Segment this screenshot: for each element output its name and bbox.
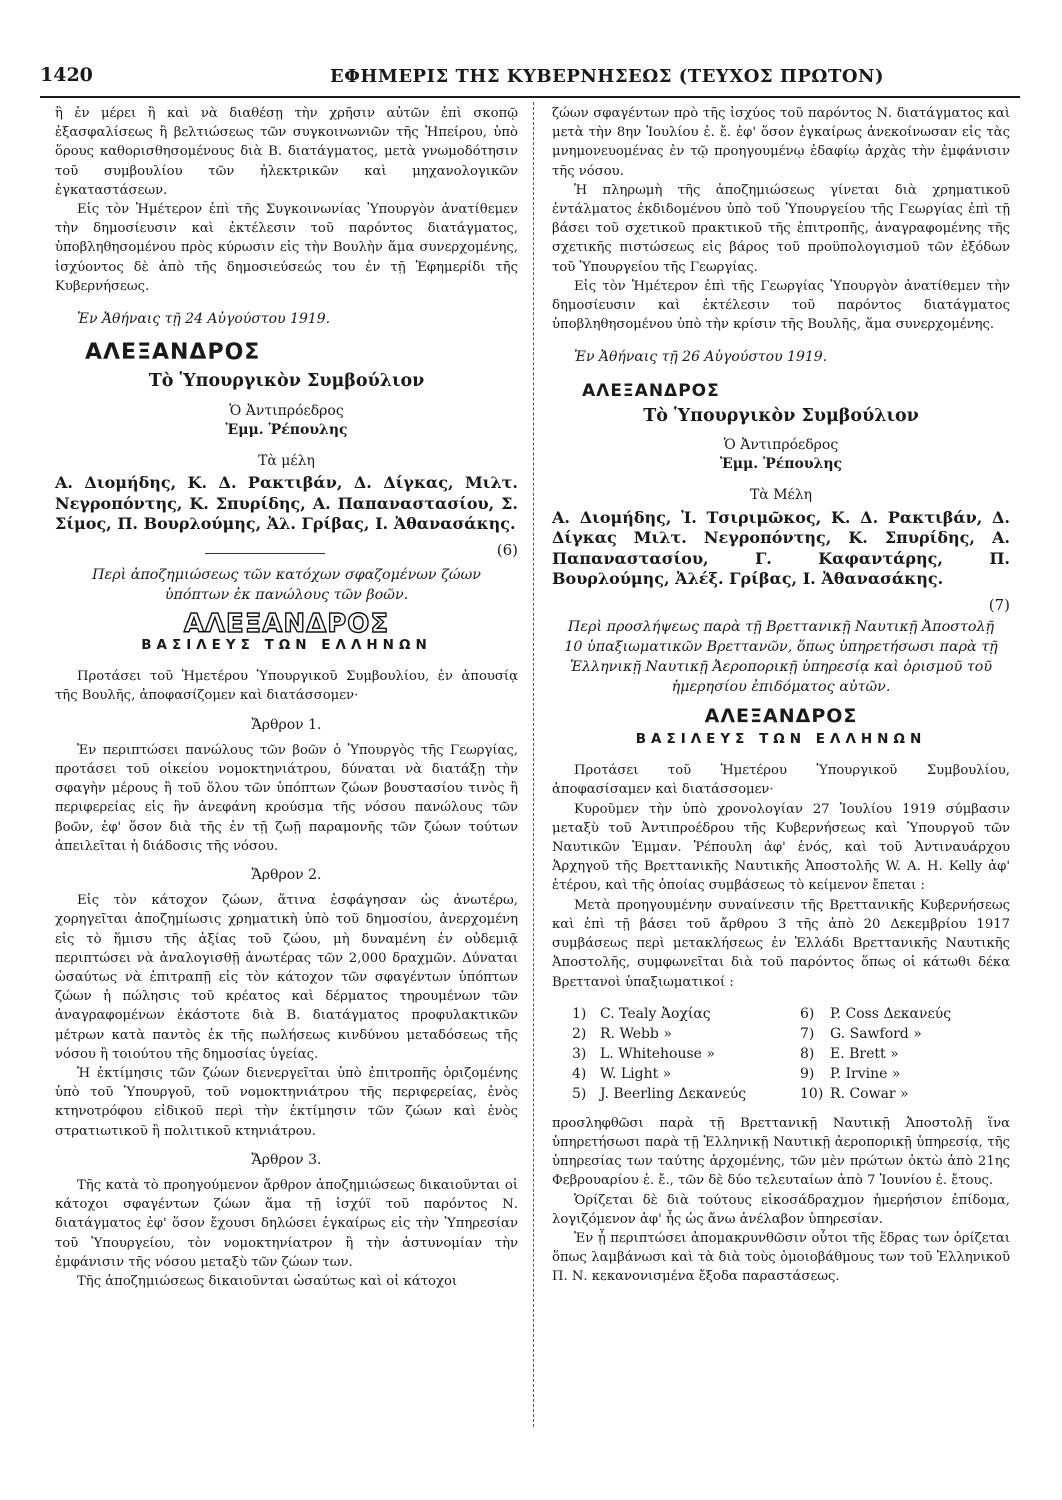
council-title: Τὸ Ὑπουργικὸν Συμβούλιον <box>148 371 425 392</box>
officer-number: 3) <box>572 1045 587 1062</box>
officer-name: G. Sawford » <box>830 1025 922 1042</box>
members-label: Τὰ μέλη <box>258 453 315 470</box>
closing-paragraph: Εἰς τὸν Ἡμέτερον ἐπὶ τῆς Συγκοινωνίας Ὑπουργὸν ἀνατίθεμεν τὴν δημοσίευσιν καὶ ἐκτέλεσιν τοῦ παρόντος διατάγματος, ὑποβληθησομένου πρὸς κύρωσιν εἰς τὴν Βουλὴν ἅμα συνερχομένης, ἰσχύοντος δὲ ἀπὸ τῆς δημοσιεύσεώς του ἐν τῇ Ἐφημερίδι τῆς Κυβερνήσεως. <box>55 202 518 294</box>
article-text: Τῆς κατὰ τὸ προηγούμενον ἄρθρον ἀποζημιώσεως δικαιοῦνται οἱ κάτοχοι σφαγέντων ζώων ἅμα τῇ ἰσχύϊ τοῦ παρόντος Ν. διατάγματος ἐφ' ὅσον ἔχουσι δηλώσει ἐγκαίρως εἰς τὴν Ὑπηρεσίαν τοῦ Ὑπουργείου, τὸν νομοκτηνίατρον ἢ τὴν ἀστυνομίαν τὴν ἐμφάνισιν τῆς νόσου μεταξὺ τῶν ζώων των. <box>55 1178 518 1270</box>
closing-paragraph: Εἰς τὸν Ἡμέτερον ἐπὶ τῆς Γεωργίας Ὑπουργὸν ἀνατίθεμεν τὴν δημοσίευσιν καὶ ἐκτέλεσιν τοῦ παρόντος διατάγματος ὑποβληθησομένου ὑπὸ τὴν κρίσιν τῆς Βουλῆς, ἅμα συνερχομένης. <box>552 278 1010 333</box>
members-list: Α. Διομήδης, Ἰ. Τσιριμῶκος, Κ. Δ. Ρακτιβάν, Δ. Δίγκας Μιλτ. Νεγροπόντης, Κ. Σπυρίδης, Α. Παπαναστασίου, Γ. Καφαντάρης, Π. Βουρλούμης, Ἀλέξ. Γρίβας, Ι. Ἀθανασάκης. <box>552 507 1010 589</box>
page-number: 1420 <box>40 64 93 86</box>
king-heading: ΑΛΕΞΑΝΔΡΟΣ <box>183 608 390 639</box>
officer-number: 10) <box>800 1085 824 1102</box>
officer-name: E. Brett » <box>830 1045 899 1062</box>
members-label: Τὰ Μέλη <box>749 487 813 504</box>
decree-text: Κυροῦμεν τὴν ὑπὸ χρονολογίαν 27 Ἰουλίου 1919 σύμβασιν μεταξὺ τοῦ Ἀντιπροέδρου τῆς Κυβερνήσεως καὶ Ὑπουργοῦ τῶν Ναυτικῶν Ἐμμαν. Ῥέπουλη ἀφ' ἑνός, καὶ τοῦ Ἀντιναυάρχου Ἀρχηγοῦ τῆς Βρεττανικῆς Ναυτικῆς Ἀποστολῆς W. A. H. Kelly ἀφ' ἑτέρου, καὶ τῆς ὁποίας συμβάσεως τὸ κείμενον ἔπεται : <box>552 801 1010 894</box>
vice-president-label: Ὁ Ἀντιπρόεδρος <box>723 437 839 454</box>
officer-name: R. Webb » <box>600 1025 672 1042</box>
decree-number: (7) <box>988 595 1010 614</box>
article-text: Ἐν περιπτώσει πανώλους τῶν βοῶν ὁ Ὑπουργὸς τῆς Γεωργίας, προτάσει τοῦ οἰκείου νομοκτηνιάτρου, δύναται νὰ διατάξῃ τὴν σφαγὴν μέρους ἢ τοῦ ὅλου τῶν ὑπόπτων ζώων βουστασίου τινὸς ἢ περιφερείας εἰς ἣν ἀνεφάνη κρούσμα τῆς νόσου πανώλους τῶν βοῶν, ἐφ' ὅσον διὰ τῆς ἐν τῇ ζωῇ παραμονῆς τῶν ζώων τούτων ἀπειλεῖται ἡ διάδοσις τῆς νόσου. <box>55 742 518 854</box>
right-column <box>552 104 1010 1287</box>
officer-name: C. Tealy Ἀοχίας <box>600 1005 711 1022</box>
decree-text: Ἡ πληρωμὴ τῆς ἀποζημιώσεως γίνεται διὰ χρηματικοῦ ἐντάλματος ἐκδιδομένου ὑπὸ τοῦ Ὑπουργείου τῆς Γεωργίας ἐπὶ τῇ βάσει τοῦ σχετικοῦ πρακτικοῦ τῆς ἐπιτροπῆς, ἀναγραφομένης τῆς σχετικῆς πιστώσεως εἰς βάρος τοῦ προϋπολογισμοῦ τῶν ἐξόδων τοῦ Ὑπουργείου τῆς Γεωργίας. <box>552 182 1010 275</box>
decree-text: ἢ ἐν μέρει ἢ καὶ νὰ διαθέσῃ τὴν χρῆσιν αὐτῶν ἐπὶ σκοπῷ ἐξασφαλίσεως ἢ βελτιώσεως τῶν συγκοινωνιῶν τῆς Ἠπείρου, ὑπὸ ὅρους καθορισθησομένους διὰ Β. διατάγματος, μετὰ γνωμοδότησιν τοῦ συμβουλίου τῶν ἠλεκτρικῶν καὶ μηχανολογικῶν ἐγκαταστάσεων. <box>55 106 518 198</box>
journal-title: ΕΦΗΜΕΡΙΣ ΤΗΣ ΚΥΒΕΡΝΗΣΕΩΣ (ΤΕΥΧΟΣ ΠΡΩΤΟΝ) <box>330 66 884 87</box>
king-subtitle: ΒΑΣΙΛΕΥΣ ΤΩΝ ΕΛΛΗΝΩΝ <box>635 731 927 748</box>
article-title: Ἄρθρον 2. <box>251 866 322 883</box>
page-header <box>40 60 1020 98</box>
decree-number-row <box>55 541 518 563</box>
column-divider <box>533 102 535 1427</box>
officer-name: R. Cowar » <box>830 1085 909 1102</box>
council-title: Τὸ Ὑπουργικὸν Συμβούλιον <box>643 405 919 426</box>
officer-number: 2) <box>572 1025 587 1042</box>
king-signature: ΑΛΕΞΑΝΔΡΟΣ <box>85 340 261 366</box>
article-text: Ἡ ἐκτίμησις τῶν ζώων διενεργεῖται ὑπὸ ἐπιτροπῆς ὁριζομένης ὑπὸ τοῦ Ὑπουργοῦ, τοῦ νομοκτηνιάτρου τῆς περιφερείας, ἑνὸς κτηνοτρόφου εἰδικοῦ περὶ τὴν ἐκτίμησιν τῶν ζώων καὶ ἑνὸς στρατιωτικοῦ ἢ πολιτικοῦ κτηνιάτρου. <box>55 1066 518 1139</box>
date-line: Ἐν Ἀθήναις τῇ 24 Αὐγούστου 1919. <box>77 311 331 328</box>
king-subtitle: ΒΑΣΙΛΕΥΣ ΤΩΝ ΕΛΛΗΝΩΝ <box>141 636 432 653</box>
article-text: Εἰς τὸν κάτοχον ζώων, ἅτινα ἐσφάγησαν ὡς ἀνωτέρω, χορηγεῖται ἀποζημίωσις χρηματικὴ ὑπὸ τοῦ δημοσίου, ἀνερχομένη εἰς τὸ ἥμισυ τῆς ἀξίας τοῦ ζώου, μὴ δυναμένη ἐν οὐδεμιᾷ περιπτώσει νὰ ἀναλογισθῇ ἀνωτέρας τῶν 2,000 δραχμῶν. Δύναται ὡσαύτως νὰ ἐπιτραπῇ εἰς τὸν κάτοχον τῶν σφαγέντων ὑπόπτων ζώων ἡ πώλησις τοῦ κρέατος καὶ δέρματος τηρουμένων τῶν ἀναγραφομένων ἑκάστοτε διὰ Β. διατάγματος προφυλακτικῶν μέτρων κατὰ παντὸς ἐκ τῆς πωλήσεως κινδύνου μεταδόσεως τῆς νόσου ἢ τοιούτου τῆς δημοσίας ὑγείας. <box>55 893 518 1062</box>
officer-name: J. Beerling Δεκανεύς <box>600 1085 747 1102</box>
officer-number: 9) <box>800 1065 815 1082</box>
left-column <box>55 104 518 1291</box>
officer-name: W. Light » <box>600 1065 672 1082</box>
officer-number: 1) <box>572 1005 587 1022</box>
decree-text: Μετὰ προηγουμένην συναίνεσιν τῆς Βρεττανικῆς Κυβερνήσεως καὶ ἐπὶ τῇ βάσει τοῦ ἄρθρου 3 τῆς ἀπὸ 20 Δεκεμβρίου 1917 συμβάσεως περὶ μετακλήσεως ἐν Ἑλλάδι Βρεττανικῆς Ναυτικῆς Ἀποστολῆς, συμφωνεῖται διὰ τοῦ παρόντος ὅπως οἱ κάτωθι δέκα Βρεττανοὶ ὑπαξιωματικοί : <box>552 897 1010 990</box>
officer-number: 4) <box>572 1065 587 1082</box>
decree-text: προσληφθῶσι παρὰ τῇ Βρεττανικῇ Ναυτικῇ Ἀποστολῇ ἵνα ὑπηρετήσωσι παρὰ τῇ Ἑλληνικῇ Ναυτικῇ ἀεροπορικῇ ὑπηρεσίᾳ, τῆς ὑπηρεσίας των ταύτης ἀρχομένης, τῶν μὲν πρώτων ὀκτὼ ἀπὸ 21ης Φεβρουαρίου ἐ. ἔ., τῶν δὲ δύο τελευταίων ἀπὸ 7 Ἰουνίου ἐ. ἔτους. <box>552 1115 1010 1189</box>
vice-president-name: Ἐμμ. Ῥέπουλης <box>225 421 348 438</box>
separator-rule <box>205 553 325 554</box>
decree-text: Ἐν ᾗ περιπτώσει ἀπομακρυνθῶσιν οὗτοι τῆς ἕδρας των ὁρίζεται ὅπως λαμβάνωσι καὶ τὰ διὰ τοὺς ὁμοιοβάθμους των τοῦ Ἑλληνικοῦ Π. Ν. κεκανονισμένα ἔξοδα παραστάσεως. <box>552 1230 1010 1285</box>
officer-name: L. Whitehouse » <box>600 1045 715 1062</box>
decree-text: Ὁρίζεται δὲ διὰ τούτους εἰκοσάδραχμον ἡμερήσιον ἐπίδομα, λογιζόμενον ἀφ' ἧς ὡς ἄνω ἀνέλαβον ὑπηρεσίαν. <box>552 1192 1010 1227</box>
officer-number: 7) <box>800 1025 815 1042</box>
officers-list <box>572 1004 1010 1104</box>
preamble: Προτάσει τοῦ Ἡμετέρου Ὑπουργικοῦ Συμβουλίου, ἐν ἀπουσίᾳ τῆς Βουλῆς, ἀποφασίζομεν καὶ διατάσσομεν· <box>55 669 518 704</box>
decree-text: ζώων σφαγέντων πρὸ τῆς ἰσχύος τοῦ παρόντος Ν. διατάγματος καὶ μετὰ τὴν 8ην Ἰουλίου ἐ. ἔ. ἐφ' ὅσον ἐγκαίρως ἀνεκοίνωσαν εἰς τὰς μνημονευομένας ἐν τῷ προηγουμένῳ ἐδαφίῳ ἀρχὰς τὴν ἐμφάνισιν τῆς νόσου. <box>552 106 1010 179</box>
article-title: Ἄρθρον 1. <box>251 716 322 733</box>
members-list: Α. Διομήδης, Κ. Δ. Ρακτιβάν, Δ. Δίγκας, Μιλτ. Νεγροπόντης, Κ. Σπυρίδης, Α. Παπαναστασίου, Σ. Σίμος, Π. Βουρλούμης, Ἀλ. Γρίβας, Ι. Ἀθανασάκης. <box>55 473 518 534</box>
article-text: Τῆς ἀποζημιώσεως δικαιοῦνται ὡσαύτως καὶ οἱ κάτοχοι <box>77 1274 458 1290</box>
decree-subject: Περὶ προσλήψεως παρὰ τῇ Βρεττανικῇ Ναυτικῇ Ἀποστολῇ 10 ὑπαξιωματικῶν Βρεττανῶν, ὅπως ὑπηρετήσωσι παρὰ τῇ Ἑλληνικῇ Ναυτικῇ Ἀεροπορικῇ ὑπηρεσίᾳ καὶ ὁρισμοῦ τοῦ ἡμερησίου ἐπιδόματος αὐτῶν. <box>564 618 998 695</box>
vice-president-name: Ἐμμ. Ῥέπουλης <box>719 456 843 473</box>
article-title: Ἄρθρον 3. <box>251 1151 322 1168</box>
date-line: Ἐν Ἀθήναις τῇ 26 Αὐγούστου 1919. <box>574 349 828 366</box>
king-heading: ΑΛΕΞΑΝΔΡΟΣ <box>704 704 858 727</box>
officer-number: 5) <box>572 1085 587 1102</box>
decree-number: (6) <box>496 540 518 559</box>
decree-subject: Περὶ ἀποζημιώσεως τῶν κατόχων σφαζομένων ζώων ὑπόπτων ἐκ πανώλους τῶν βοῶν. <box>92 566 481 603</box>
vice-president-label: Ὁ Ἀντιπρόεδρος <box>229 402 344 419</box>
king-signature: ΑΛΕΞΑΝΔΡΟΣ <box>582 380 720 401</box>
officer-number: 8) <box>800 1045 815 1062</box>
officer-name: P. Coss Δεκανεύς <box>830 1005 952 1022</box>
officer-name: P. Irvine » <box>830 1065 901 1082</box>
preamble: Προτάσει τοῦ Ἡμετέρου Ὑπουργικοῦ Συμβουλίου, ἀποφασίσαμεν καὶ διατάσσομεν· <box>552 763 1010 798</box>
officer-number: 6) <box>800 1005 815 1022</box>
